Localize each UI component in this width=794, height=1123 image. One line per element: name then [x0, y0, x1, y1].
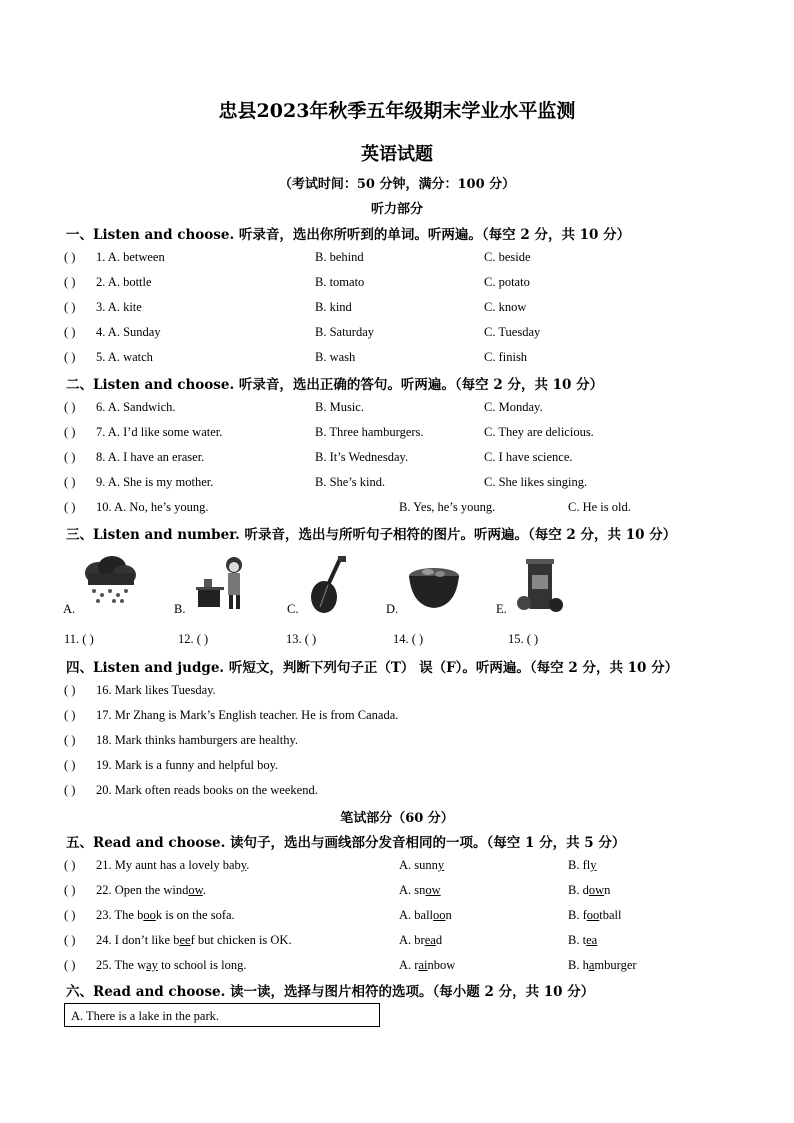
- question-text: 8. A. I have an eraser.: [96, 450, 205, 464]
- answer-blank[interactable]: 11. ( ): [64, 632, 94, 646]
- option-b: [568, 858, 596, 873]
- option-b: B. Yes, he’s young.: [399, 500, 496, 514]
- underlined-part: y: [437, 858, 445, 872]
- question-text: 9. A. She is my mother.: [96, 475, 214, 489]
- text-part: 22. Open the wind: [96, 883, 189, 897]
- rain-cloud-picture: [82, 555, 138, 605]
- option-c: C. Tuesday: [484, 325, 541, 339]
- option-b: [568, 908, 621, 923]
- option-c: C. I have science.: [484, 450, 573, 464]
- question-text: 2. A. bottle: [96, 275, 152, 289]
- text-part: 21. My aunt has a lovely bab: [96, 858, 241, 872]
- section-1-heading: 一、Listen and choose. 听录音，选出你所听到的单词。听两遍。（每空 2 分，共 10 分）: [66, 227, 631, 243]
- food-bowl-picture: [406, 558, 462, 610]
- option-b: B. Music.: [315, 400, 364, 414]
- answer-blank[interactable]: ( ): [64, 250, 76, 264]
- answer-blank[interactable]: ( ): [64, 475, 76, 489]
- answer-blank[interactable]: ( ): [64, 450, 76, 464]
- text-part: B. d: [568, 883, 589, 897]
- answer-blank[interactable]: ( ): [64, 783, 76, 797]
- underlined-part: y: [240, 858, 247, 872]
- answer-blank[interactable]: ( ): [64, 300, 76, 314]
- question-text: [96, 933, 292, 948]
- listening-part-heading: 听力部分: [370, 202, 423, 217]
- answer-blank[interactable]: ( ): [64, 908, 76, 922]
- text-part: nbow: [427, 958, 456, 972]
- option-c: C. potato: [484, 275, 530, 289]
- underlined-part: y: [590, 858, 597, 872]
- text-part: mburger: [594, 958, 637, 972]
- text-part: B. t: [568, 933, 587, 947]
- answer-blank[interactable]: ( ): [64, 933, 76, 947]
- question-text: 17. Mr Zhang is Mark’s English teacher. He is from Canada.: [96, 708, 399, 722]
- text-part: f but chicken is OK.: [190, 933, 292, 947]
- option-b: B. behind: [315, 250, 364, 264]
- text-part: 25. The w: [96, 958, 147, 972]
- answer-blank[interactable]: ( ): [64, 858, 76, 872]
- answer-blank[interactable]: 15. ( ): [508, 632, 539, 646]
- picture-label: B.: [174, 602, 186, 616]
- option-b: B. wash: [315, 350, 356, 364]
- option-c: C. Monday.: [484, 400, 543, 414]
- text-part: k is on the sofa.: [155, 908, 235, 922]
- question-text: 5. A. watch: [96, 350, 153, 364]
- question-text: [96, 908, 235, 923]
- question-text: 18. Mark thinks hamburgers are healthy.: [96, 733, 299, 747]
- drink-jar-picture: [514, 555, 566, 615]
- text-part: .: [246, 858, 250, 872]
- text-part: A. sunn: [399, 858, 438, 872]
- text-part: A. r: [399, 958, 419, 972]
- text-part: B. h: [568, 958, 589, 972]
- answer-blank[interactable]: ( ): [64, 400, 76, 414]
- text-part: to school is long.: [157, 958, 247, 972]
- option-c: C. finish: [484, 350, 528, 364]
- option-b: B. She’s kind.: [315, 475, 386, 489]
- underlined-part: oo: [586, 908, 600, 922]
- answer-blank[interactable]: ( ): [64, 883, 76, 897]
- option-b: [568, 933, 597, 948]
- option-b: B. Three hamburgers.: [315, 425, 424, 439]
- answer-blank[interactable]: ( ): [64, 958, 76, 972]
- answer-blank[interactable]: ( ): [64, 708, 76, 722]
- text-part: 23. The b: [96, 908, 144, 922]
- option-a: [399, 883, 441, 898]
- question-text: 4. A. Sunday: [96, 325, 161, 339]
- text-part: B. fl: [568, 858, 591, 872]
- text-part: A. ball: [399, 908, 434, 922]
- exam-title: 忠县2023年秋季五年级期末学业水平监测: [218, 100, 576, 122]
- answer-blank[interactable]: 12. ( ): [178, 632, 209, 646]
- question-text: [96, 858, 249, 873]
- text-part: d: [435, 933, 443, 947]
- text-part: B. f: [568, 908, 587, 922]
- question-text: 19. Mark is a funny and helpful boy.: [96, 758, 279, 772]
- underlined-part: a: [588, 958, 595, 972]
- question-text: [96, 883, 206, 898]
- answer-blank[interactable]: ( ): [64, 733, 76, 747]
- section-2-heading: 二、Listen and choose. 听录音，选出正确的答句。听两遍。（每空 2 分，共 10 分）: [66, 377, 604, 393]
- option-b: B. tomato: [315, 275, 365, 289]
- option-a: [399, 908, 452, 923]
- picture-label: A.: [63, 602, 76, 616]
- answer-blank[interactable]: ( ): [64, 350, 76, 364]
- text-part: 24. I don’t like b: [96, 933, 180, 947]
- text-part: A. sn: [399, 883, 426, 897]
- option-a: [399, 958, 455, 973]
- underlined-part: ow: [588, 883, 605, 897]
- answer-blank[interactable]: ( ): [64, 758, 76, 772]
- answer-blank[interactable]: ( ): [64, 325, 76, 339]
- picture-label: D.: [386, 602, 399, 616]
- answer-blank[interactable]: ( ): [64, 425, 76, 439]
- question-text: 20. Mark often reads books on the weekend.: [96, 783, 318, 797]
- answer-blank[interactable]: ( ): [64, 500, 76, 514]
- question-text: 3. A. kite: [96, 300, 142, 314]
- option-b: B. Saturday: [315, 325, 375, 339]
- option-b: B. It’s Wednesday.: [315, 450, 409, 464]
- underlined-part: ai: [418, 958, 428, 972]
- option-c: C. know: [484, 300, 527, 314]
- underlined-part: ay: [146, 958, 158, 972]
- underlined-part: ow: [188, 883, 203, 897]
- underlined-part: ea: [586, 933, 598, 947]
- exam-subtitle: 英语试题: [361, 144, 433, 165]
- pipa-picture: [306, 555, 352, 615]
- option-box: A. There is a lake in the park.: [64, 1003, 380, 1027]
- exam-info: （考试时间：50 分钟，满分：100 分）: [278, 177, 516, 192]
- picture-label: E.: [496, 602, 507, 616]
- written-part-heading: 笔试部分（60 分）: [340, 811, 454, 826]
- option-c: C. beside: [484, 250, 531, 264]
- underlined-part: oo: [143, 908, 156, 922]
- option-a: [399, 858, 444, 873]
- option-a: [399, 933, 442, 948]
- section-6-heading: 六、Read and choose. 读一读，选择与图片相符的选项。（每小题 2 分，共 10 分）: [66, 984, 595, 1000]
- question-text: 6. A. Sandwich.: [96, 400, 176, 414]
- text-part: n: [445, 908, 452, 922]
- question-text: 1. A. between: [96, 250, 165, 264]
- option-c: C. She likes singing.: [484, 475, 588, 489]
- picture-label: C.: [287, 602, 299, 616]
- option-c: C. He is old.: [568, 500, 631, 514]
- text-part: A. br: [399, 933, 425, 947]
- section-5-heading: 五、Read and choose. 读句子，选出与画线部分发音相同的一项。（每空 1 分，共 5 分）: [66, 835, 626, 851]
- section-4-heading: 四、Listen and judge. 听短文，判断下列句子正（T） 误（F）。听两遍。（每空 2 分，共 10 分）: [66, 660, 679, 676]
- question-text: 16. Mark likes Tuesday.: [96, 683, 216, 697]
- text-part: n: [604, 883, 611, 897]
- girl-desk-picture: [194, 555, 250, 611]
- option-c: C. They are delicious.: [484, 425, 594, 439]
- underlined-part: oo: [433, 908, 446, 922]
- option-b: [568, 883, 610, 898]
- text-part: tball: [599, 908, 622, 922]
- underlined-part: ow: [425, 883, 441, 897]
- option-b: B. kind: [315, 300, 352, 314]
- question-text: 10. A. No, he’s young.: [96, 500, 209, 514]
- answer-blank[interactable]: 13. ( ): [286, 632, 317, 646]
- question-text: 7. A. I’d like some water.: [96, 425, 223, 439]
- question-text: [96, 958, 246, 973]
- text-part: .: [202, 883, 206, 897]
- section-3-heading: 三、Listen and number. 听录音，选出与所听句子相符的图片。听两遍。（每空 2 分，共 10 分）: [66, 527, 677, 543]
- answer-blank[interactable]: 14. ( ): [393, 632, 424, 646]
- underlined-part: ee: [179, 933, 191, 947]
- underlined-part: ea: [424, 933, 436, 947]
- option-b: [568, 958, 637, 973]
- answer-blank[interactable]: ( ): [64, 683, 76, 697]
- answer-blank[interactable]: ( ): [64, 275, 76, 289]
